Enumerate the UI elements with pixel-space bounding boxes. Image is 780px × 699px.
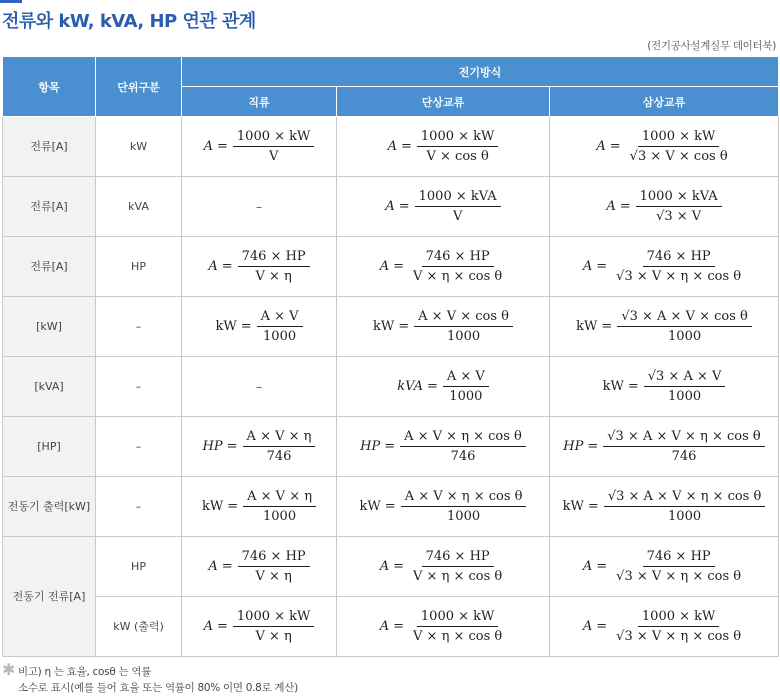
row-label: 전동기 출력[kW] xyxy=(3,477,96,537)
formula-three-phase: A = $\frac{746 \times HP}{\text{√3 × V × η × cos θ}}$ xyxy=(550,537,779,597)
formula-dc-empty: – xyxy=(182,177,337,237)
formula-dc: HP = $\frac{A \times V \times \eta}{746}$ xyxy=(182,417,337,477)
row-label: 전류[A] xyxy=(3,117,96,177)
page-title: 전류와 kW, kVA, HP 연관 관계 xyxy=(2,11,256,32)
row-unit: – xyxy=(96,417,182,477)
table-row xyxy=(3,297,779,357)
formula-three-phase: A = $\frac{1000 \times kW}{\text{√3 × V × cos θ}}$ xyxy=(550,117,779,177)
formula-three-phase: A = $\frac{\text{1000 × kVA}}{√3 \times V}$ xyxy=(550,177,779,237)
table-row xyxy=(3,357,779,417)
row-unit: – xyxy=(96,357,182,417)
formula-three-phase: kW = $\frac{\text{√3 × A × V × η × cos θ}}{1000}$ xyxy=(550,477,779,537)
formula-single-phase: kW = $\frac{\text{A × V × η × cos θ}}{1000}$ xyxy=(337,477,550,537)
formula-single-phase: A = $\frac{746 \times HP}{\text{V × η × cos θ}}$ xyxy=(337,237,550,297)
formula-single-phase: kW = $\frac{\text{A × V × cos θ}}{1000}$ xyxy=(337,297,550,357)
formula-three-phase: HP = $\frac{\text{√3 × A × V × η × cos θ}}{746}$ xyxy=(550,417,779,477)
header-method: 전기방식 xyxy=(182,57,779,87)
formula-three-phase: A = $\frac{1000 \times kW}{\text{√3 × V × η × cos θ}}$ xyxy=(550,597,779,657)
row-unit: kVA xyxy=(96,177,182,237)
formula-single-phase: HP = $\frac{\text{A × V × η × cos θ}}{746}$ xyxy=(337,417,550,477)
row-label: [HP] xyxy=(3,417,96,477)
row-label: 전동기 전류[A] xyxy=(3,537,96,657)
formula-dc: A = $\frac{1000 \times kW}{V \times \eta}$ xyxy=(182,597,337,657)
source-reference: (전기공사설계실무 데이터북) xyxy=(647,40,776,52)
table-row xyxy=(3,597,779,657)
table-row xyxy=(3,237,779,297)
row-label: [kVA] xyxy=(3,357,96,417)
table-row xyxy=(3,117,779,177)
table-row xyxy=(3,537,779,597)
header-three-phase: 삼상교류 xyxy=(550,87,779,117)
formula-three-phase: A = $\frac{746 \times HP}{\text{√3 × V × η × cos θ}}$ xyxy=(550,237,779,297)
formula-single-phase: A = $\frac{746 \times HP}{\text{V × η × cos θ}}$ xyxy=(337,537,550,597)
table-row xyxy=(3,417,779,477)
formula-three-phase: kW = $\frac{√3 \times A \times V}{1000}$ xyxy=(550,357,779,417)
row-unit: – xyxy=(96,297,182,357)
row-label: 전류[A] xyxy=(3,237,96,297)
header-unit: 단위구분 xyxy=(96,57,182,117)
row-unit: kW (출력) xyxy=(96,597,182,657)
row-unit: kW xyxy=(96,117,182,177)
formula-dc: A = $\frac{746 \times HP}{V \times \eta}$ xyxy=(182,237,337,297)
formula-dc: A = $\frac{1000 \times kW}{V}$ xyxy=(182,117,337,177)
formula-dc: kW = $\frac{A \times V \times \eta}{1000}$ xyxy=(182,477,337,537)
table-row xyxy=(3,177,779,237)
relationship-table xyxy=(2,56,779,657)
formula-single-phase: A = $\frac{\text{1000 × kVA}}{V}$ xyxy=(337,177,550,237)
table-row xyxy=(3,477,779,537)
header-single-phase: 단상교류 xyxy=(337,87,550,117)
formula-dc-empty: – xyxy=(182,357,337,417)
row-unit: – xyxy=(96,477,182,537)
formula-single-phase: A = $\frac{1000 \times kW}{\text{V × η × cos θ}}$ xyxy=(337,597,550,657)
formula-three-phase: kW = $\frac{\text{√3 × A × V × cos θ}}{1000}$ xyxy=(550,297,779,357)
header-item: 항목 xyxy=(3,57,96,117)
formula-dc: kW = $\frac{A \times V}{1000}$ xyxy=(182,297,337,357)
note-line-2: 소수로 표시(예를 들어 효율 또는 역률이 80% 이면 0.8로 계산) xyxy=(18,682,298,694)
row-unit: HP xyxy=(96,237,182,297)
row-label: [kW] xyxy=(3,297,96,357)
formula-dc: A = $\frac{746 \times HP}{V \times \eta}$ xyxy=(182,537,337,597)
row-unit: HP xyxy=(96,537,182,597)
formula-single-phase: kVA = $\frac{A \times V}{1000}$ xyxy=(337,357,550,417)
note-line-1: 비고) η 는 효율, cosθ 는 역률 xyxy=(18,666,152,678)
formula-single-phase: A = $\frac{1000 \times kW}{\text{V × cos θ}}$ xyxy=(337,117,550,177)
row-label: 전류[A] xyxy=(3,177,96,237)
star-icon: ✱ xyxy=(2,660,16,679)
header-dc: 직류 xyxy=(182,87,337,117)
title-accent-bar xyxy=(0,0,22,3)
